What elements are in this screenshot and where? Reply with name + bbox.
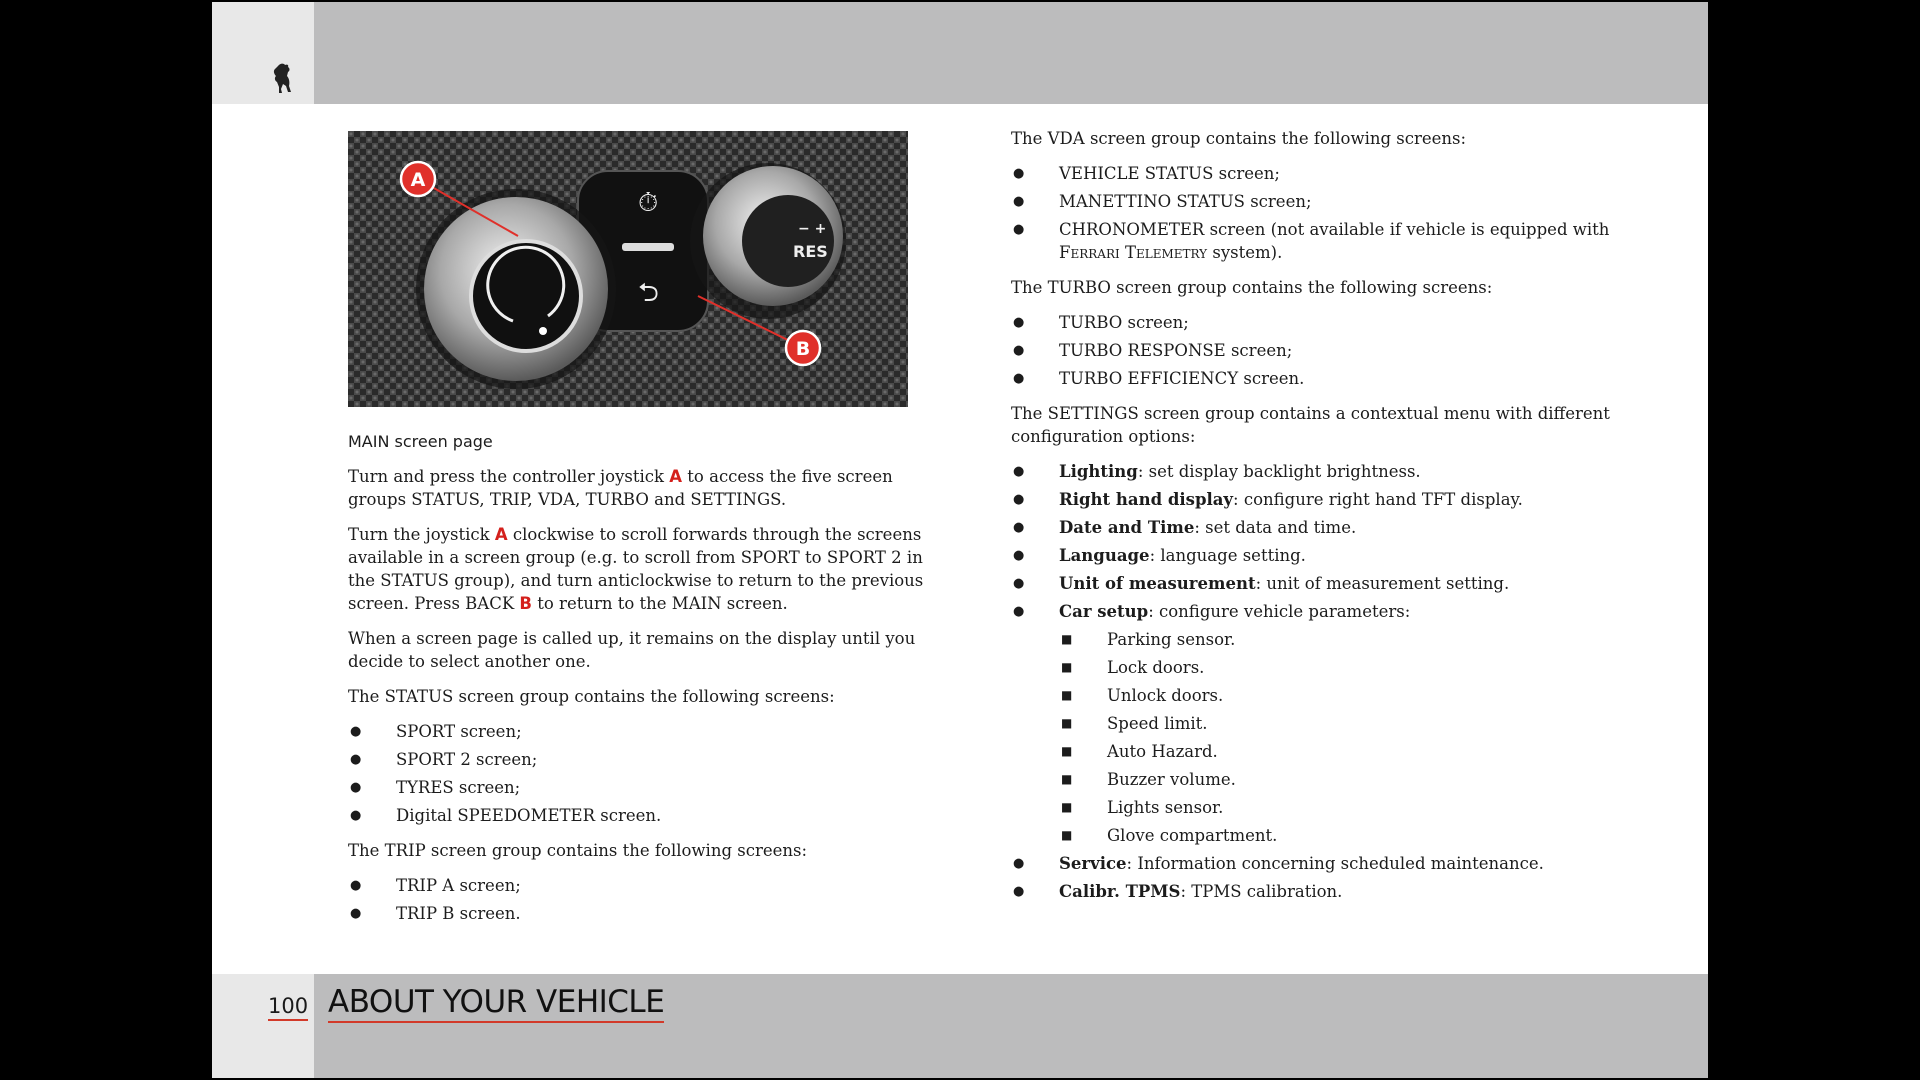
controller-photo (348, 131, 908, 407)
settings-list (1011, 460, 1611, 903)
list-item: ■ Auto Hazard. (1059, 740, 1611, 763)
list-item: ■ Buzzer volume. (1059, 768, 1611, 791)
svg-text:⏱: ⏱ (638, 188, 659, 218)
status-intro: The STATUS screen group contains the following screens: (348, 687, 835, 706)
page-number: 100 (268, 994, 308, 1021)
svg-text:⮌: ⮌ (638, 278, 659, 308)
list-item: ● Unit of measurement: unit of measurement setting. (1011, 572, 1611, 595)
vda-intro: The VDA screen group contains the following screens: (1011, 129, 1467, 148)
list-item: ■ Glove compartment. (1059, 824, 1611, 847)
callout-a-label: A (410, 169, 426, 191)
list-item: ● TURBO RESPONSE screen; (1011, 339, 1611, 362)
turbo-intro: The TURBO screen group contains the following screens: (1011, 278, 1493, 297)
list-item: ● Right hand display: configure right hand TFT display. (1011, 488, 1611, 511)
knob-res-text: RES (793, 242, 828, 261)
prancing-horse-logo-icon (270, 62, 296, 94)
list-item: ● TURBO screen; (1011, 311, 1611, 334)
right-column (1011, 127, 1611, 915)
footer-corner (212, 974, 314, 1078)
status-list (348, 720, 948, 827)
trip-intro: The TRIP screen group contains the following screens: (348, 841, 808, 860)
list-item: ■ Unlock doors. (1059, 684, 1611, 707)
list-item: ■ Parking sensor. (1059, 628, 1611, 651)
turbo-list (1011, 311, 1611, 390)
list-item: ● Service: Information concerning scheduled maintenance. (1011, 852, 1611, 875)
paragraph-joystick-press: Turn and press the controller joystick A to access the five screen groups STATUS, TRIP, VDA, TURBO and SETTINGS. (348, 467, 893, 509)
list-item: ■ Lights sensor. (1059, 796, 1611, 819)
list-item: ● MANETTINO STATUS screen; (1011, 190, 1611, 213)
paragraph-joystick-turn: Turn the joystick A clockwise to scroll forwards through the screens available in a screen group (e.g. to scroll from SPORT to SPORT 2 in the STATUS group), and turn anticlockwise to return to the previous screen. Press BACK B to return to the MAIN screen. (348, 525, 924, 613)
trip-list (348, 874, 948, 925)
settings-intro: The SETTINGS screen group contains a contextual menu with different configuration options: (1011, 404, 1610, 446)
list-item: ● Digital SPEEDOMETER screen. (348, 804, 948, 827)
list-item: ● VEHICLE STATUS screen; (1011, 162, 1611, 185)
left-column (348, 430, 948, 937)
list-item: ● TYRES screen; (348, 776, 948, 799)
list-item: ● Calibr. TPMS: TPMS calibration. (1011, 880, 1611, 903)
list-item: ● SPORT screen; (348, 720, 948, 743)
paragraph-screen-page: When a screen page is called up, it remains on the display until you decide to select another one. (348, 629, 916, 671)
list-item: ● Language: language setting. (1011, 544, 1611, 567)
car-setup-list (1059, 628, 1611, 847)
list-item: ● Car setup: configure vehicle parameters: ■ Parking sensor. ■ Lock doors. ■ Unlock doors. ■ Speed limit. ■ Auto Hazard. ■ Buzzer volume. ■ Lights sensor. ■ Glove compartment. (1011, 600, 1611, 847)
header-corner (212, 2, 314, 104)
list-item: ● Date and Time: set data and time. (1011, 516, 1611, 539)
list-item: ● TURBO EFFICIENCY screen. (1011, 367, 1611, 390)
header-bar (314, 2, 1708, 104)
figure-caption: MAIN screen page (348, 432, 493, 451)
section-title: ABOUT YOUR VEHICLE (328, 983, 664, 1023)
list-item: ● SPORT 2 screen; (348, 748, 948, 771)
list-item: ■ Lock doors. (1059, 656, 1611, 679)
list-item: ■ Speed limit. (1059, 712, 1611, 735)
list-item: ● TRIP B screen. (348, 902, 948, 925)
list-item: ● CHRONOMETER screen (not available if vehicle is equipped with Ferrari Telemetry system). (1011, 218, 1611, 264)
list-item: ● Lighting: set display backlight brightness. (1011, 460, 1611, 483)
callout-b-label: B (795, 338, 811, 360)
svg-text:− +: − + (798, 221, 827, 237)
list-item: ● TRIP A screen; (348, 874, 948, 897)
vda-list (1011, 162, 1611, 264)
manual-page (212, 2, 1708, 1078)
